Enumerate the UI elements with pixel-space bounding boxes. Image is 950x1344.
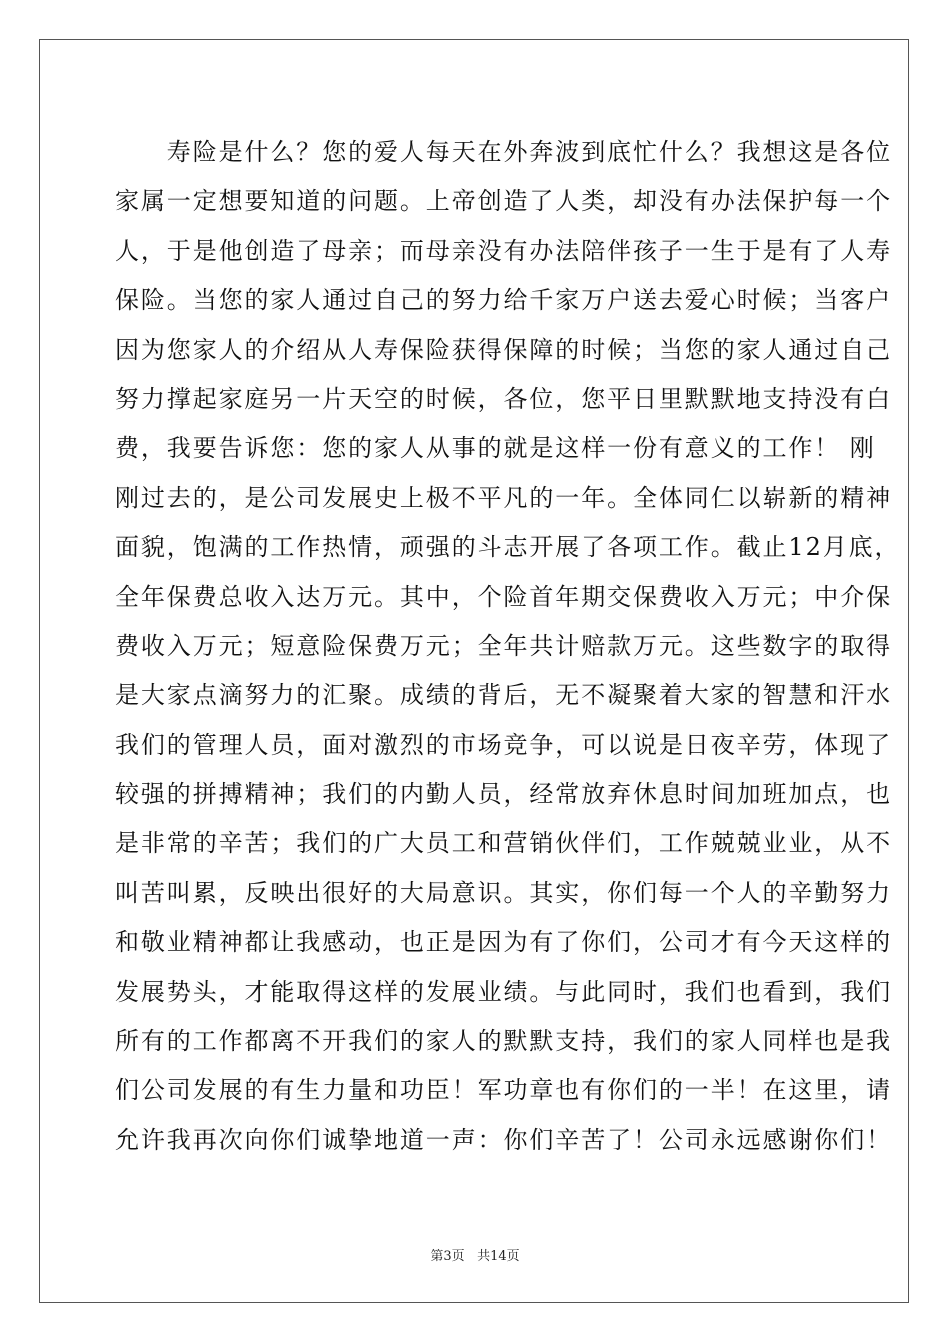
text-line: 全年保费总收入达万元。其中，个险首年期交保费收入万元；中介保 — [115, 582, 892, 611]
text-line: 人，于是他创造了母亲；而母亲没有办法陪伴孩子一生于是有了人寿 — [115, 236, 892, 265]
text-line: 允许我再次向你们诚挚地道一声：你们辛苦了！公司永远感谢你们！ — [115, 1125, 892, 1154]
text-line: 刚过去的，是公司发展史上极不平凡的一年。全体同仁以崭新的精神 — [115, 483, 892, 512]
text-line: 我们的管理人员，面对激烈的市场竞争，可以说是日夜辛劳，体现了 — [115, 730, 892, 759]
page-footer — [0, 1245, 950, 1264]
text-line: 是大家点滴努力的汇聚。成绩的背后，无不凝聚着大家的智慧和汗水 — [115, 681, 892, 710]
text-line: 费，我要告诉您：您的家人从事的就是这样一份有意义的工作！ 刚 — [115, 434, 876, 463]
text-line: 家属一定想要知道的问题。上帝创造了人类，却没有办法保护每一个 — [115, 187, 892, 216]
text-line: 叫苦叫累，反映出很好的大局意识。其实，你们每一个人的辛勤努力 — [115, 878, 892, 907]
text-line: 所有的工作都离不开我们的家人的默默支持，我们的家人同样也是我 — [115, 1027, 892, 1056]
text-line: 发展势头，才能取得这样的发展业绩。与此同时，我们也看到，我们 — [115, 977, 892, 1006]
text-line: 费收入万元；短意险保费万元；全年共计赔款万元。这些数字的取得 — [115, 631, 892, 660]
text-line: 较强的拼搏精神；我们的内勤人员，经常放弃休息时间加班加点，也 — [115, 780, 892, 809]
page-number: 第3页 — [430, 1249, 465, 1264]
text-line: 是非常的辛苦；我们的广大员工和营销伙伴们，工作兢兢业业，从不 — [115, 829, 892, 858]
text-line: 和敬业精神都让我感动，也正是因为有了你们，公司才有今天这样的 — [115, 928, 892, 957]
text-line: 努力撑起家庭另一片天空的时候，各位，您平日里默默地支持没有白 — [115, 384, 892, 413]
text-line: 保险。当您的家人通过自己的努力给千家万户送去爱心时候；当客户 — [115, 286, 892, 315]
text-line: 寿险是什么？您的爱人每天在外奔波到底忙什么？我想这是各位 — [115, 138, 892, 166]
footer-spacer — [465, 1249, 477, 1264]
text-line: 因为您家人的介绍从人寿保险获得保障的时候；当您的家人通过自己 — [115, 335, 892, 364]
document-body — [115, 128, 901, 1165]
text-line: 面貌，饱满的工作热情，顽强的斗志开展了各项工作。截止12月底， — [115, 533, 901, 562]
page-total: 共14页 — [477, 1249, 520, 1264]
text-line: 们公司发展的有生力量和功臣！军功章也有你们的一半！在这里，请 — [115, 1076, 892, 1105]
